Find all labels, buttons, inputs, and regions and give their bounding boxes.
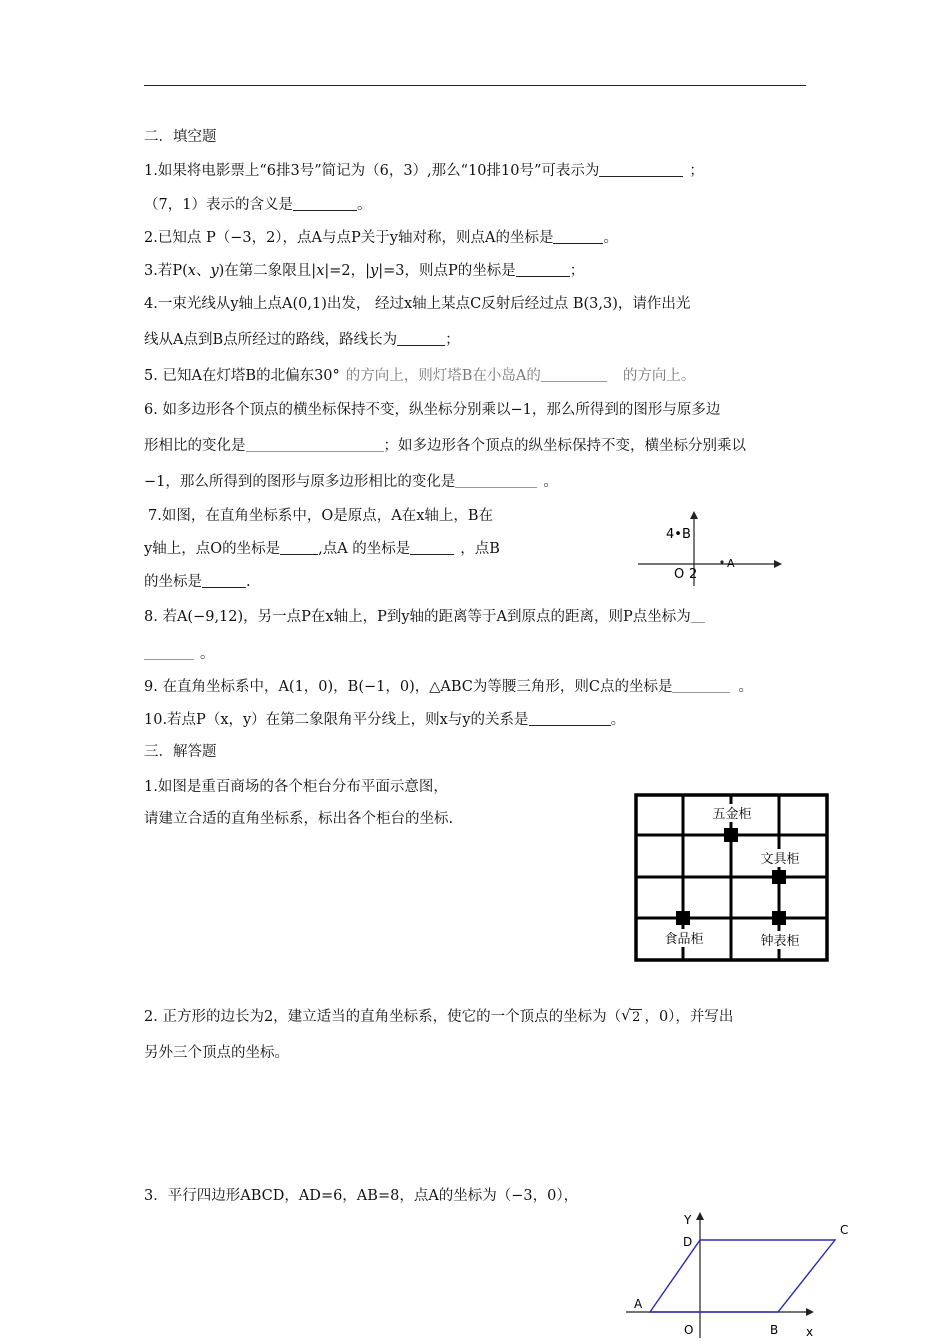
food-counter-label: 食品柜 xyxy=(664,932,704,947)
question-3: 3.若P(x、y)在第二象限且|x|=2，|y|=3，则点P的坐标是 ； xyxy=(144,263,585,279)
food-counter-marker xyxy=(676,911,690,925)
x-axis-label: x xyxy=(806,1325,814,1339)
radical-sign: √ xyxy=(621,1006,631,1024)
question-2: 2.已知点 P（−3，2），点A与点P关于y轴对称，则点A的坐标是 。 xyxy=(144,230,618,246)
answer-blank[interactable] xyxy=(599,162,683,177)
question-1-line-1: 1.如果将电影票上“6排3号”简记为（6，3）,那么“10排10号”可表示为 ； xyxy=(144,163,704,179)
question-5: 5. 已知A在灯塔B的北偏东30° 的方向上，则灯塔B在小岛A的 的方向上。 xyxy=(144,368,696,384)
answer-blank[interactable] xyxy=(529,711,611,726)
answer-blank[interactable] xyxy=(691,608,705,623)
question-7-line-2: y轴上，点O的坐标是 ,点A 的坐标是 ，点B xyxy=(144,541,500,557)
question-9: 9. 在直角坐标系中，A(1，0)，B(−1，0)，△ABC为等腰三角形，则C点的坐标是 。 xyxy=(144,679,753,695)
parallelogram-abcd xyxy=(650,1240,835,1312)
problem-2-line-1: 2. 正方形的边长为2，建立适当的直角坐标系，使它的一个顶点的坐标为（ √ 2 ，0），并写出 xyxy=(144,1007,733,1028)
question-1-line-2: （7，1）表示的含义是 。 xyxy=(144,197,372,213)
problem-3-line-1: 3．平行四边形ABCD，AD=6，AB=8，点A的坐标为（−3，0）， xyxy=(144,1188,579,1204)
parallelogram-figure xyxy=(620,1208,860,1340)
answer-blank[interactable] xyxy=(246,437,384,452)
question-4-line-1: 4.一束光线从y轴上点A(0,1)出发， 经过x轴上某点C反射后经过点 B(3,3)，请作出光 xyxy=(144,296,691,312)
problem-2-line-2: 另外三个顶点的坐标。 xyxy=(144,1045,289,1061)
question-8-line-1: 8. 若A(−9,12)，另一点P在x轴上，P到y轴的距离等于A到原点的距离，则P点坐标为 xyxy=(144,607,705,627)
answer-blank[interactable] xyxy=(516,262,570,277)
question-7-line-3: 的坐标是 . xyxy=(144,574,251,590)
point-b-label: 4•B xyxy=(666,527,691,542)
problem-1-line-2: 请建立合适的直角坐标系，标出各个柜台的坐标. xyxy=(144,811,454,827)
y-axis-label: Y xyxy=(684,1213,692,1227)
sqrt-expression: √ 2 xyxy=(621,1006,641,1025)
answer-blank[interactable] xyxy=(144,645,194,660)
question-7-line-1: 7.如图，在直角坐标系中，O是原点，A在x轴上，B在 xyxy=(148,508,494,524)
q7-coordinate-figure xyxy=(632,508,788,590)
vertex-a-label: A xyxy=(634,1297,643,1311)
vertex-d-label: D xyxy=(683,1235,693,1249)
clock-counter-label: 钟表柜 xyxy=(760,934,800,949)
answer-blank[interactable] xyxy=(410,540,454,555)
store-layout-grid xyxy=(634,793,830,963)
answer-blank[interactable] xyxy=(672,678,730,693)
question-10: 10.若点P（x，y）在第二象限角平分线上，则x与y的关系是 。 xyxy=(144,712,626,728)
point-a-dot xyxy=(720,560,723,563)
hardware-counter-label: 五金柜 xyxy=(712,807,752,822)
question-4-line-2: 线从A点到B点所经过的路线，路线长为 ； xyxy=(144,332,460,348)
vertex-b-label: B xyxy=(770,1323,779,1337)
problem-1-line-1: 1.如图是重百商场的各个柜台分布平面示意图， xyxy=(144,779,448,795)
hardware-counter-marker xyxy=(724,828,738,842)
question-6-line-2: 形相比的变化是 ；如多边形各个顶点的纵坐标保持不变，横坐标分别乘以 xyxy=(144,438,746,454)
section-title-fill-blank: 二．填空题 xyxy=(144,129,217,145)
answer-blank[interactable] xyxy=(202,573,246,588)
answer-blank[interactable] xyxy=(455,473,537,488)
origin-label: O xyxy=(684,1323,694,1337)
question-8-line-2: 。 xyxy=(144,644,215,664)
answer-blank[interactable] xyxy=(293,196,357,211)
clock-counter-marker xyxy=(772,911,786,925)
answer-blank[interactable] xyxy=(397,331,445,346)
answer-blank[interactable] xyxy=(553,229,603,244)
section-title-solve: 三．解答题 xyxy=(144,744,217,760)
x-axis-arrow xyxy=(774,560,782,568)
x-axis-arrow xyxy=(806,1308,814,1316)
question-6-line-1: 6. 如多边形各个顶点的横坐标保持不变，纵坐标分别乘以−1，那么所得到的图形与原多边 xyxy=(144,402,721,418)
stationery-counter-label: 文具柜 xyxy=(760,852,800,867)
stationery-counter-marker xyxy=(772,870,786,884)
y-axis-arrow xyxy=(690,511,698,519)
answer-blank[interactable] xyxy=(541,367,607,382)
tick-2-label: 2 xyxy=(689,567,698,582)
header-rule xyxy=(144,85,806,86)
answer-blank[interactable] xyxy=(280,540,318,555)
y-axis-arrow xyxy=(696,1212,704,1220)
origin-label: O xyxy=(674,567,685,582)
vertex-c-label: C xyxy=(840,1223,849,1237)
point-a-label: A xyxy=(727,557,735,570)
question-6-line-3: −1，那么所得到的图形与原多边形相比的变化是 。 xyxy=(144,474,558,490)
